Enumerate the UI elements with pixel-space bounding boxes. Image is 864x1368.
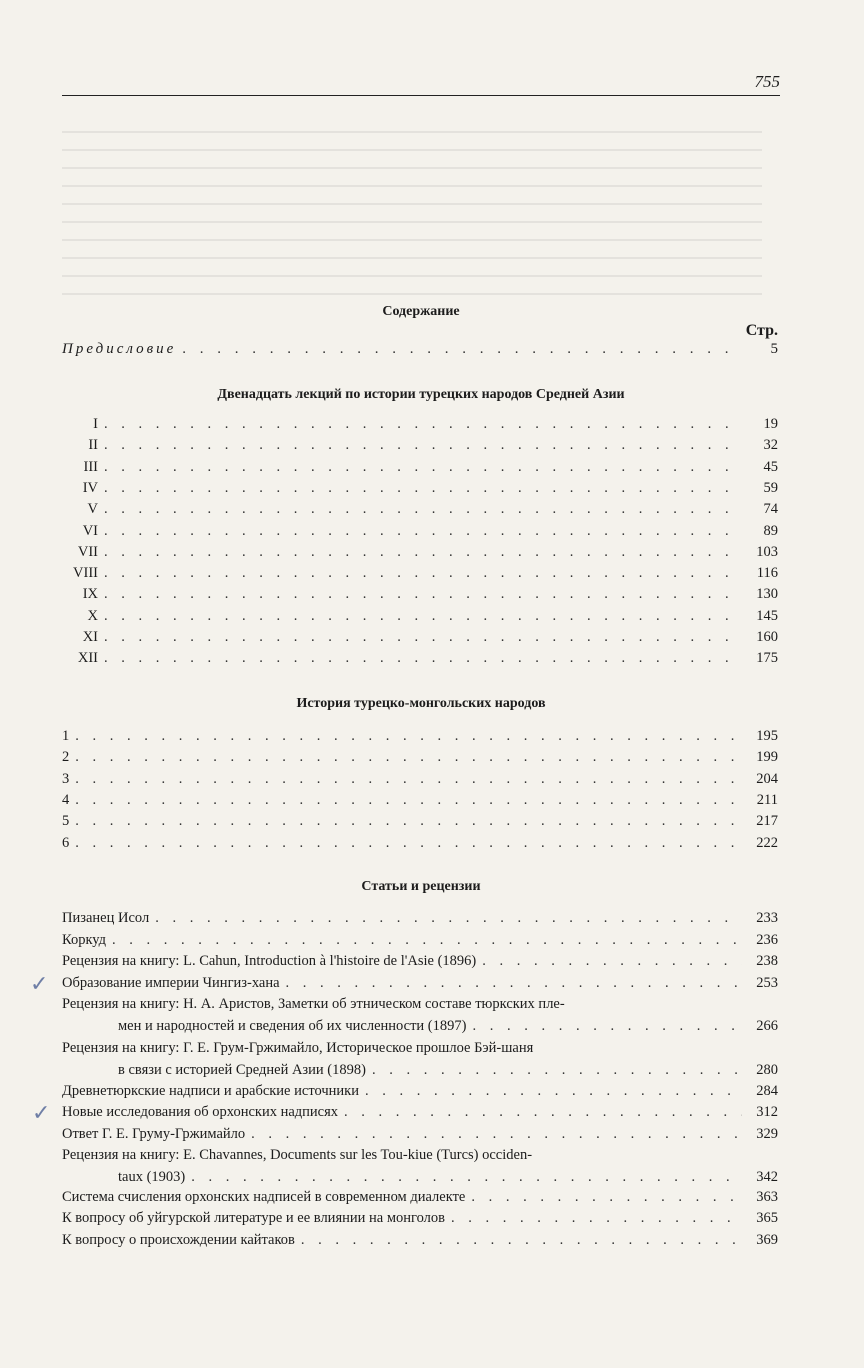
article-entry-label: Образование империи Чингиз-хана	[62, 975, 280, 991]
dot-leader	[182, 341, 742, 358]
article-entry-page: 253	[756, 975, 778, 991]
dot-leader	[372, 1062, 742, 1079]
lecture-entry-page: 103	[756, 543, 778, 560]
dot-leader	[104, 586, 742, 603]
article-entry-label: Ответ Г. Е. Груму-Гржимайло	[62, 1126, 246, 1142]
article-entry[interactable]	[62, 1083, 778, 1104]
lecture-entry[interactable]	[62, 650, 778, 671]
chapter-entry-page: 211	[756, 791, 778, 808]
dot-leader	[75, 771, 742, 788]
dot-leader	[286, 975, 742, 992]
article-entry-label: taux (1903)	[118, 1168, 186, 1185]
lecture-entry[interactable]	[62, 459, 778, 480]
chapter-entry-page: 199	[756, 749, 778, 766]
article-entry-page: 369	[756, 1232, 778, 1248]
article-title-line1: Рецензия на книгу: E. Chavannes, Documents sur les Tou-kiue (Turcs) occiden-	[62, 1147, 533, 1163]
lecture-entry[interactable]	[62, 523, 778, 544]
lecture-entry-page: 130	[756, 586, 778, 603]
lecture-entry[interactable]	[62, 437, 778, 458]
chapter-entry-label: 6	[62, 834, 70, 851]
section3-title: Статьи и рецензии	[361, 879, 481, 894]
article-entry-page: 284	[756, 1083, 778, 1099]
lecture-entry-page: 74	[763, 501, 778, 518]
article-entry[interactable]	[62, 975, 778, 996]
lecture-entry[interactable]	[62, 608, 778, 629]
lecture-entry-page: 160	[756, 629, 778, 645]
lecture-entry-page: 59	[763, 479, 778, 496]
chapter-entry-page: 217	[756, 813, 778, 830]
lecture-entry-page: 45	[763, 458, 778, 475]
dot-leader	[155, 910, 742, 927]
article-entry[interactable]	[62, 1104, 778, 1125]
section2-title: История турецко-монгольских народов	[296, 696, 546, 711]
page-number: 755	[754, 72, 780, 91]
article-entry-label: Рецензия на книгу: L. Cahun, Introduction à l'histoire de l'Asie (1896)	[62, 953, 477, 969]
article-entry-page: 233	[756, 910, 778, 926]
article-entry-label: К вопросу о происхождении кайтаков	[62, 1232, 295, 1248]
lecture-entry-page: 116	[756, 565, 778, 582]
dot-leader	[75, 749, 742, 766]
dot-leader	[75, 813, 742, 830]
article-entry[interactable]	[62, 932, 778, 953]
lecture-entry-label: IV	[82, 479, 98, 496]
dot-leader	[104, 650, 742, 667]
lecture-entry-page: 32	[763, 437, 778, 454]
chapter-entry[interactable]	[62, 835, 778, 856]
chapter-entry[interactable]	[62, 792, 778, 813]
article-entry-label: К вопросу об уйгурской литературе и ее влиянии на монголов	[62, 1210, 445, 1226]
article-entry-label: Коркуд	[62, 932, 107, 948]
lecture-entry[interactable]	[62, 501, 778, 522]
chapter-entry[interactable]	[62, 771, 778, 792]
article-entry-page: 329	[756, 1126, 778, 1142]
article-entry-page: 236	[756, 932, 778, 948]
dot-leader	[251, 1126, 742, 1143]
lecture-entry-label: VII	[77, 543, 98, 560]
chapter-entry-label: 1	[62, 728, 70, 744]
article-entry[interactable]	[118, 1018, 778, 1039]
section1-title: Двенадцать лекций по истории турецких народов Средней Азии	[217, 387, 625, 402]
lecture-entry-page: 145	[756, 607, 778, 624]
dot-leader	[472, 1018, 742, 1035]
article-entry[interactable]	[62, 1189, 778, 1210]
article-entry[interactable]	[62, 1210, 778, 1231]
chapter-entry-page: 195	[756, 728, 778, 744]
lecture-entry-page: 175	[756, 650, 778, 667]
contents-heading: Содержание	[382, 304, 460, 319]
lecture-entry-label: XII	[77, 650, 98, 667]
preface-page: 5	[770, 341, 778, 357]
lecture-entry-label: VI	[82, 522, 98, 539]
lecture-entry[interactable]	[62, 416, 778, 437]
dot-leader	[75, 835, 742, 852]
lecture-entry-label: XI	[82, 629, 98, 645]
dot-leader	[104, 459, 742, 476]
lecture-entry-page: 19	[763, 416, 778, 432]
dot-leader	[104, 544, 742, 561]
article-entry-label: Пизанец Исол	[62, 910, 150, 926]
article-entry[interactable]	[62, 953, 778, 974]
article-entry-page: 238	[756, 953, 778, 969]
article-entry-page: 365	[756, 1210, 778, 1226]
chapter-entry-label: 2	[62, 749, 70, 766]
article-title-line1: Рецензия на книгу: Г. Е. Грум-Гржимайло, Историческое прошлое Бэй-шаня	[62, 1040, 534, 1056]
article-entry-label: Новые исследования об орхонских надписях	[62, 1104, 339, 1120]
dot-leader	[104, 629, 742, 646]
lecture-entry[interactable]	[62, 544, 778, 565]
lecture-entry[interactable]	[62, 629, 778, 650]
dot-leader	[104, 523, 742, 540]
lecture-entry-label: I	[93, 416, 98, 432]
chapter-entry-page: 222	[756, 834, 778, 851]
dot-leader	[191, 1169, 742, 1186]
dot-leader	[301, 1232, 742, 1249]
lecture-entry-page: 89	[763, 522, 778, 539]
pencil-check-mark-icon: ✓	[32, 1101, 51, 1126]
chapter-entry-label: 3	[62, 770, 70, 787]
article-entry[interactable]	[118, 1169, 778, 1190]
dot-leader	[104, 480, 742, 497]
dot-leader	[75, 728, 742, 745]
article-entry[interactable]	[62, 910, 778, 931]
bleed-through-text	[62, 115, 762, 315]
article-entry-label: Древнетюркские надписи и арабские источники	[62, 1083, 359, 1099]
article-entry-page: 266	[756, 1017, 778, 1034]
article-entry-label: в связи с историей Средней Азии (1898)	[118, 1061, 366, 1078]
article-entry[interactable]	[118, 1062, 778, 1083]
page-column-label: Стр.	[745, 322, 778, 339]
chapter-entry-label: 4	[62, 791, 70, 808]
article-entry[interactable]	[62, 1126, 778, 1147]
dot-leader	[104, 565, 742, 582]
lecture-entry[interactable]	[62, 480, 778, 501]
article-entry-page: 342	[756, 1168, 778, 1185]
article-entry-label: мен и народностей и сведения об их численности (1897)	[118, 1017, 467, 1034]
chapter-entry-page: 204	[756, 770, 778, 787]
dot-leader	[471, 1189, 742, 1206]
preface-title: Предисловие	[62, 341, 177, 357]
lecture-entry-label: II	[88, 437, 98, 454]
dot-leader	[451, 1210, 742, 1227]
dot-leader	[365, 1083, 742, 1100]
header-rule	[62, 95, 780, 96]
lecture-entry-label: VIII	[73, 565, 98, 582]
chapter-entry-label: 5	[62, 813, 70, 830]
article-entry[interactable]	[62, 1232, 778, 1253]
chapter-entry[interactable]	[62, 728, 778, 749]
chapter-entry[interactable]	[62, 749, 778, 770]
dot-leader	[482, 953, 742, 970]
lecture-entry-label: IX	[82, 586, 98, 603]
chapter-entry[interactable]	[62, 813, 778, 834]
preface-entry[interactable]	[62, 341, 778, 361]
article-entry-page: 312	[756, 1104, 778, 1120]
lecture-entry[interactable]	[62, 565, 778, 586]
lecture-entry-label: X	[87, 607, 98, 624]
article-entry-page: 280	[756, 1061, 778, 1078]
dot-leader	[104, 416, 742, 433]
lecture-entry-label: V	[87, 501, 98, 518]
dot-leader	[104, 501, 742, 518]
dot-leader	[75, 792, 742, 809]
lecture-entry[interactable]	[62, 586, 778, 607]
dot-leader	[344, 1104, 742, 1121]
pencil-check-mark-icon: ✓	[30, 972, 49, 997]
article-entry-page: 363	[756, 1189, 778, 1205]
dot-leader	[104, 437, 742, 454]
lecture-entry-label: III	[83, 458, 98, 475]
article-entry-label: Система счисления орхонских надписей в современном диалекте	[62, 1189, 466, 1205]
dot-leader	[112, 932, 742, 949]
article-title-line1: Рецензия на книгу: Н. А. Аристов, Заметки об этническом составе тюркских пле-	[62, 996, 565, 1012]
dot-leader	[104, 608, 742, 625]
